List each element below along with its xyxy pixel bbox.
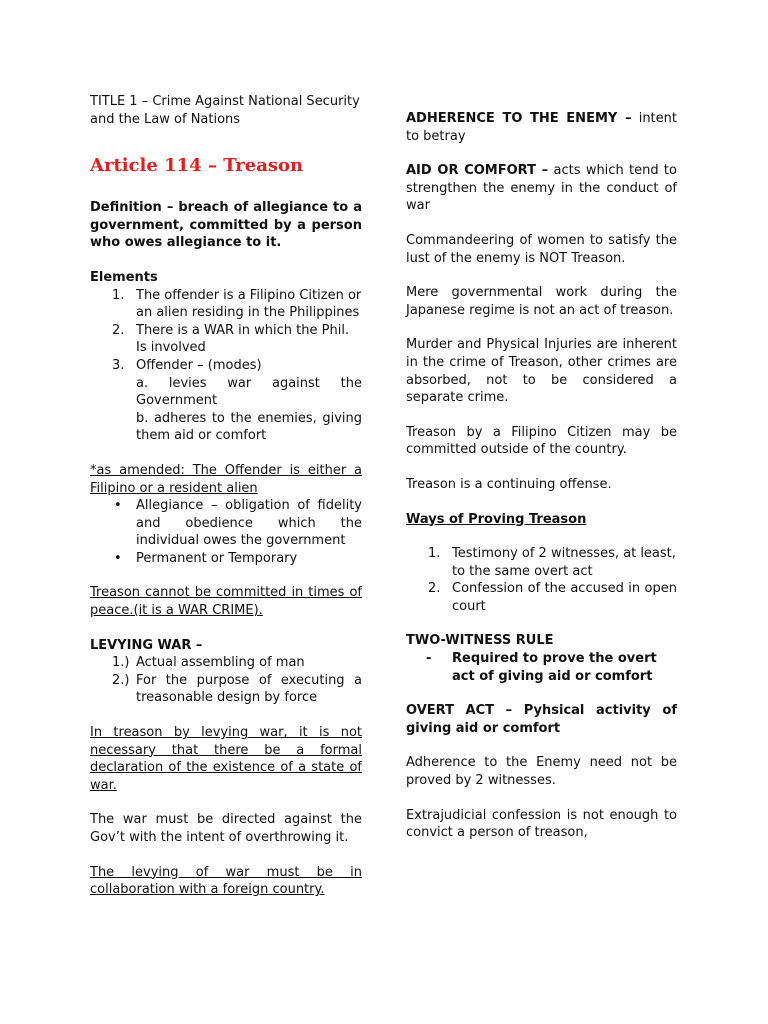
left-column (90, 93, 362, 899)
aid-definition (406, 162, 677, 215)
aid-label: AID OR COMFORT – (406, 163, 549, 179)
levying-list (90, 654, 362, 707)
list-number: 1.) (112, 655, 130, 671)
levying-heading: LEVYING WAR – (90, 637, 203, 653)
as-amended-note: *as amended: The Offender is either a Filipino or a resident alien (90, 462, 362, 496)
list-item (90, 287, 362, 322)
list-text: Testimony of 2 witnesses, at least, to the same overt act (452, 546, 676, 579)
list-text: Actual assembling of man (136, 655, 305, 671)
list-number: 2.) (112, 672, 130, 688)
adherence-text: intent to betray (406, 111, 677, 144)
continuing-note: Treason is a continuing offense. (406, 476, 612, 492)
list-number: 2. (112, 322, 125, 338)
collaboration-note: The levying of war must be in collaboration with a foreign country. (90, 864, 362, 898)
ways-heading: Ways of Proving Treason (406, 511, 587, 527)
list-text: There is a WAR in which the Phil. Is involved (136, 322, 350, 356)
adherence-enemy-note: Adherence to the Enemy need not be proved by 2 witnesses. (406, 755, 677, 789)
list-text: For the purpose of executing a treasonable design by force (136, 672, 362, 706)
list-text: Offender – (modes) (136, 357, 262, 373)
list-number: 3. (112, 357, 125, 373)
list-text: Allegiance – obligation of fidelity and obedience which the individual owes the government (136, 498, 362, 549)
list-text: The offender is a Filipino Citizen or an alien residing in the Philippines (136, 287, 362, 321)
list-item (90, 322, 362, 357)
bullet-icon: • (114, 498, 122, 514)
adherence-definition (406, 110, 677, 145)
elements-list (90, 287, 362, 375)
mode-a: a. levies war against the Government (136, 375, 362, 409)
elements-heading: Elements (90, 269, 158, 285)
extrajudicial-note: Extrajudicial confession is not enough to convict a person of treason, (406, 807, 677, 841)
governmental-work-note: Mere governmental work during the Japanese regime is not an act of treason. (406, 285, 677, 318)
formal-declaration-note: In treason by levying war, it is not necessary that there be a formal declaration of the existence of a state of war. (90, 725, 362, 793)
two-witness-heading: TWO-WITNESS RULE (406, 633, 554, 649)
mode-b: b. adheres to the enemies, giving them aid or comfort (136, 410, 362, 444)
directed-against-note: The war must be directed against the Gov’t with the intent of overthrowing it. (90, 812, 362, 845)
ways-list (406, 545, 677, 615)
list-text: Confession of the accused in open court (452, 581, 677, 614)
list-item (90, 497, 362, 550)
list-item (90, 672, 362, 707)
document-header: TITLE 1 – Crime Against National Security and the Law of Nations (90, 94, 360, 127)
list-number: 1. (428, 546, 441, 562)
list-item (406, 650, 677, 685)
list-item (90, 654, 362, 672)
list-item (90, 550, 362, 568)
list-item (406, 545, 677, 580)
dash-marker: - (426, 651, 432, 667)
overt-act-definition: OVERT ACT – Pyhsical activity of giving aid or comfort (406, 703, 677, 736)
list-text: Permanent or Temporary (136, 550, 298, 566)
list-text: Required to prove the overt act of giving aid or comfort (452, 651, 657, 684)
list-number: 1. (112, 287, 125, 303)
list-item (406, 580, 677, 615)
list-item (90, 357, 362, 375)
definition: Definition – breach of allegiance to a government, committed by a person who owes allegiance to it. (90, 200, 362, 251)
bullet-icon: • (114, 550, 122, 566)
allegiance-list (90, 497, 362, 567)
list-number: 2. (428, 581, 441, 597)
outside-country-note: Treason by a Filipino Citizen may be committed outside of the country. (406, 424, 677, 458)
adherence-label: ADHERENCE TO THE ENEMY – (406, 111, 632, 126)
murder-note: Murder and Physical Injuries are inherent in the crime of Treason, other crimes are absorbed, not to be considered a separate crime. (406, 337, 677, 406)
two-witness-list (406, 650, 677, 685)
article-title: Article 114 – Treason (90, 155, 304, 177)
right-column (406, 110, 677, 842)
aid-text: acts which tend to strengthen the enemy in the conduct of war (406, 163, 677, 214)
peace-note: Treason cannot be committed in times of peace.(it is a WAR CRIME). (90, 585, 362, 619)
commandeering-note: Commandeering of women to satisfy the lust of the enemy is NOT Treason. (406, 232, 677, 266)
